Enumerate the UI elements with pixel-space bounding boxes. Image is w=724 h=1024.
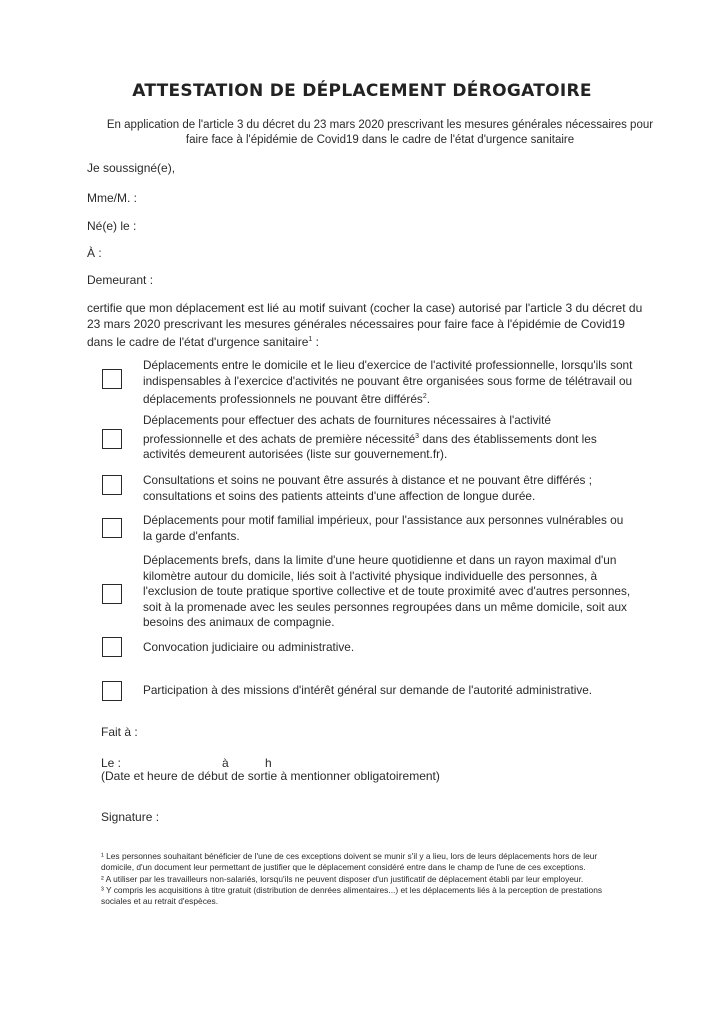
field-demeurant: Demeurant : [87, 273, 154, 287]
checkbox-famille[interactable] [102, 518, 122, 538]
footnote-ref: 3 [415, 432, 420, 440]
footnote-ref: 2 [422, 393, 427, 400]
option-convocation: Convocation judiciaire ou administrative. [143, 640, 355, 654]
checkbox-convocation[interactable] [102, 637, 122, 657]
h-label: h [265, 756, 272, 770]
option-famille: Déplacements pour motif familial impérieux, pour l'assistance aux personnes vulnérables ou la garde d'enfants. [143, 513, 624, 543]
checkbox-achats[interactable] [102, 429, 122, 449]
intro-paragraph: En application de l'article 3 du décret du 23 mars 2020 prescrivant les mesures générales nécessaires pour faire face à l'épidémie de Covid19 dans le cadre de l'état d'urgence sanitaire [106, 119, 654, 146]
option-achats-text-b: dans des établissements dont les activités demeurent autorisées (liste sur gouvernement.fr). [143, 431, 597, 461]
option-achats-text-a: Déplacements pour effectuer des achats de fournitures nécessaires à l'activité professionnelle et des achats de première nécessité [143, 413, 551, 446]
footnote-2: ² A utiliser par les travailleurs non-salariés, lorsqu'ils ne peuvent disposer d'un justificatif de déplacement établi par leur employeur. [101, 873, 584, 884]
footnote-ref: 1 [308, 336, 313, 343]
option-sport-animaux: Déplacements brefs, dans la limite d'une heure quotidienne et dans un rayon maximal d'un kilomètre autour du domicile, liés soit à l'activité physique individuelle des personnes, à l'exclusion de toute pratique sportive collective et de toute proximité avec d'autres personnes, soit à la promenade avec les seules personnes regroupées dans un même domicile, soit aux besoins des animaux de compagnie. [143, 553, 631, 629]
option-travail: Déplacements entre le domicile et le lieu d'exercice de l'activité professionnelle, lorsqu'ils sont indispensables à l'exercice d'activités ne pouvant être organisées sous forme de télétravail ou déplacements professionnels ne pouvant être différés$^2$. [143, 358, 633, 406]
field-mme-m: Mme/M. : [87, 191, 137, 205]
option-achats [143, 413, 633, 462]
footnote-1: ¹ Les personnes souhaitant bénéficier de l'une de ces exceptions doivent se munir s'il y a lieu, lors de leurs déplacements hors de leur domicile, d'un document leur permettant de justifier que le déplacement considéré entre dans le champ de l'une de ces exceptions. [101, 851, 598, 873]
checkbox-sport-animaux[interactable] [102, 584, 122, 604]
option-travail-text: Déplacements entre le domicile et le lieu d'exercice de l'activité professionnelle, lorsqu'ils sont indispensables à l'exercice d'activités ne pouvant être organisées sous forme de télétravail ou déplacements professionnels ne pouvant être différés [143, 358, 633, 406]
signature-label: Signature : [101, 810, 160, 824]
checkbox-missions[interactable] [102, 681, 122, 701]
footnotes [101, 851, 621, 907]
a-separator: à [222, 756, 229, 770]
field-ne-le: Né(e) le : [87, 219, 137, 233]
date-note: (Date et heure de début de sortie à mentionner obligatoirement) [101, 769, 440, 783]
checkbox-travail[interactable] [102, 369, 122, 389]
field-lieu-naissance: À : [87, 246, 102, 260]
certify-text: certifie que mon déplacement est lié au motif suivant (cocher la case) autorisé par l'article 3 du décret du 23 mars 2020 prescrivant les mesures générales nécessaires pour faire face à l'épidémie de Covid19 dans le cadre de l'état d'urgence sanitaire [87, 301, 643, 349]
checkbox-sante[interactable] [102, 475, 122, 495]
le-label: Le : [101, 756, 122, 770]
document-title: ATTESTATION DE DÉPLACEMENT DÉROGATOIRE [132, 81, 592, 101]
option-missions: Participation à des missions d'intérêt général sur demande de l'autorité administrative. [143, 683, 593, 697]
footnote-3: ³ Y compris les acquisitions à titre gratuit (distribution de denrées alimentaires...) et les déplacements liés à la perception de prestations sociales et au retrait d'espèces. [101, 884, 603, 907]
certify-paragraph: certifie que mon déplacement est lié au motif suivant (cocher la case) autorisé par l'article 3 du décret du 23 mars 2020 prescrivant les mesures générales nécessaires pour faire face à l'épidémie de Covid19 dans le cadre de l'état d'urgence sanitaire$^1$ : [87, 301, 643, 349]
option-sante: Consultations et soins ne pouvant être assurés à distance et ne pouvant être différés ; consultations et soins des patients atteints d'une affection de longue durée. [143, 473, 592, 503]
fait-a-label: Fait à : [101, 725, 138, 739]
field-soussigne: Je soussigné(e), [87, 161, 176, 175]
